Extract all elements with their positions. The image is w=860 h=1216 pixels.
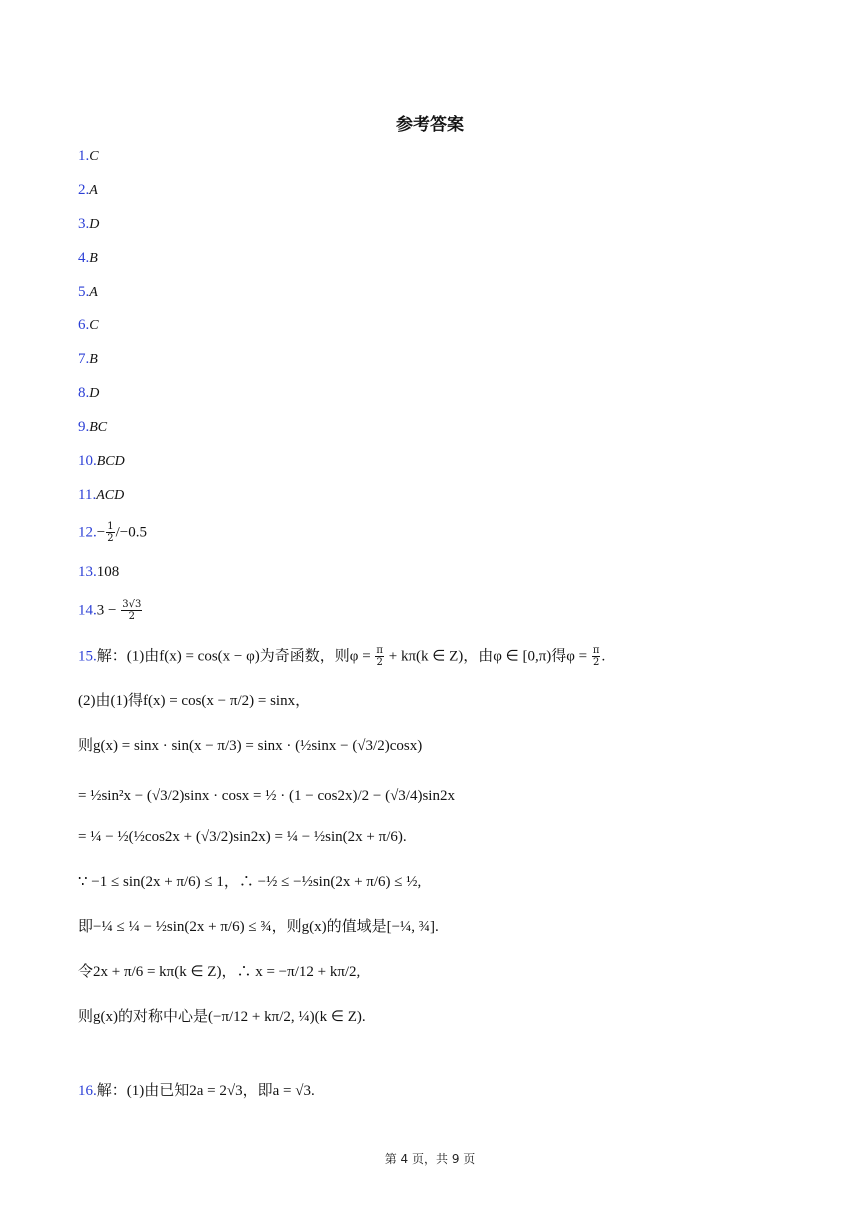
answer-15-line-9: 则g(x)的对称中心是(−π/12 + kπ/2, ¼)(k ∈ Z). [78, 1009, 366, 1025]
answer-number: 5. [78, 284, 90, 300]
page-footer: 第 4 页，共 9 页 [384, 1152, 476, 1166]
answer-text: C [89, 318, 99, 333]
answer-text: A [89, 285, 98, 300]
answer-number: 16. [78, 1083, 97, 1099]
answer-number: 4. [78, 250, 90, 266]
answer-text: /−0.5 [115, 524, 147, 541]
answer-number: 15. [78, 648, 97, 665]
solution-text: 解：(1)由f(x) = cos(x − φ)为奇函数，则φ = [96, 648, 375, 665]
answer-text: 3 − [96, 602, 121, 619]
answer-number: 8. [78, 385, 90, 401]
answer-number: 14. [78, 602, 97, 619]
answer-16 [78, 1080, 315, 1102]
answer-6 [78, 314, 99, 337]
fraction: $\frac{3√3}{2}$ [122, 599, 142, 622]
solution-text: + kπ(k ∈ Z)，由φ ∈ [0,π)得φ = [384, 648, 591, 665]
answer-15-line-3: 则g(x) = sinx · sin(x − π/3) = sinx · (½sinx − (√3/2)cosx) [78, 738, 423, 754]
answer-12 [78, 521, 147, 544]
answer-2 [78, 179, 98, 202]
answer-10 [78, 450, 125, 473]
answer-number: 9. [78, 419, 90, 435]
answer-15-line-7: 即−¼ ≤ ¼ − ½sin(2x + π/6) ≤ ¾，则g(x)的值域是[−¼, ¾]. [78, 919, 439, 935]
answer-14 [78, 599, 143, 622]
answer-number: 11. [78, 487, 97, 503]
answer-15-line-5: = ¼ − ½(½cos2x + (√3/2)sin2x) = ¼ − ½sin(2x + π/6). [78, 829, 407, 845]
answer-text: C [89, 149, 99, 164]
answer-15-line-8: 令2x + π/6 = kπ(k ∈ Z)，∴ x = −π/12 + kπ/2, [78, 964, 361, 980]
answer-7 [78, 348, 98, 371]
answer-3 [78, 213, 99, 236]
answer-text: 108 [96, 564, 120, 580]
answer-text: D [89, 217, 100, 232]
answer-5 [78, 281, 98, 304]
answer-4 [78, 247, 98, 270]
answer-15-line-1 [78, 645, 605, 668]
answer-text: A [89, 183, 98, 198]
answer-text: ACD [96, 488, 125, 503]
answer-text: BCD [96, 454, 125, 469]
answer-number: 12. [78, 524, 97, 541]
answer-1 [78, 145, 99, 168]
answer-13 [78, 561, 119, 583]
answer-text: − [96, 524, 106, 541]
fraction: $\frac{1}{2}$ [107, 521, 114, 544]
answer-9 [78, 416, 107, 439]
answer-15-line-4: = ½sin²x − (√3/2)sinx · cosx = ½ · (1 − cos2x)/2 − (√3/4)sin2x [78, 788, 455, 804]
answer-number: 7. [78, 351, 90, 367]
answer-11 [78, 484, 124, 507]
answer-number: 13. [78, 564, 97, 580]
answer-8 [78, 382, 99, 405]
answer-number: 2. [78, 182, 90, 198]
answer-text: B [89, 352, 98, 367]
answer-number: 3. [78, 216, 90, 232]
answer-number: 1. [78, 148, 90, 164]
fraction: $\frac{\pi}{2}$ [376, 645, 383, 668]
answer-number: 10. [78, 453, 97, 469]
answer-15-line-6: ∵ −1 ≤ sin(2x + π/6) ≤ 1，∴ −½ ≤ −½sin(2x + π/6) ≤ ½, [78, 874, 422, 890]
answer-text: D [89, 386, 100, 401]
page-title: 参考答案 [396, 115, 464, 135]
fraction: $\frac{\pi}{2}$ [592, 645, 600, 668]
answer-text: B [89, 251, 98, 266]
solution-text: 解：(1)由已知2a = 2√3，即a = √3. [96, 1083, 315, 1099]
answer-text: BC [89, 420, 108, 435]
solution-text: . [601, 648, 606, 665]
answer-15-line-2: (2)由(1)得f(x) = cos(x − π/2) = sinx， [78, 693, 311, 709]
answer-number: 6. [78, 317, 90, 333]
